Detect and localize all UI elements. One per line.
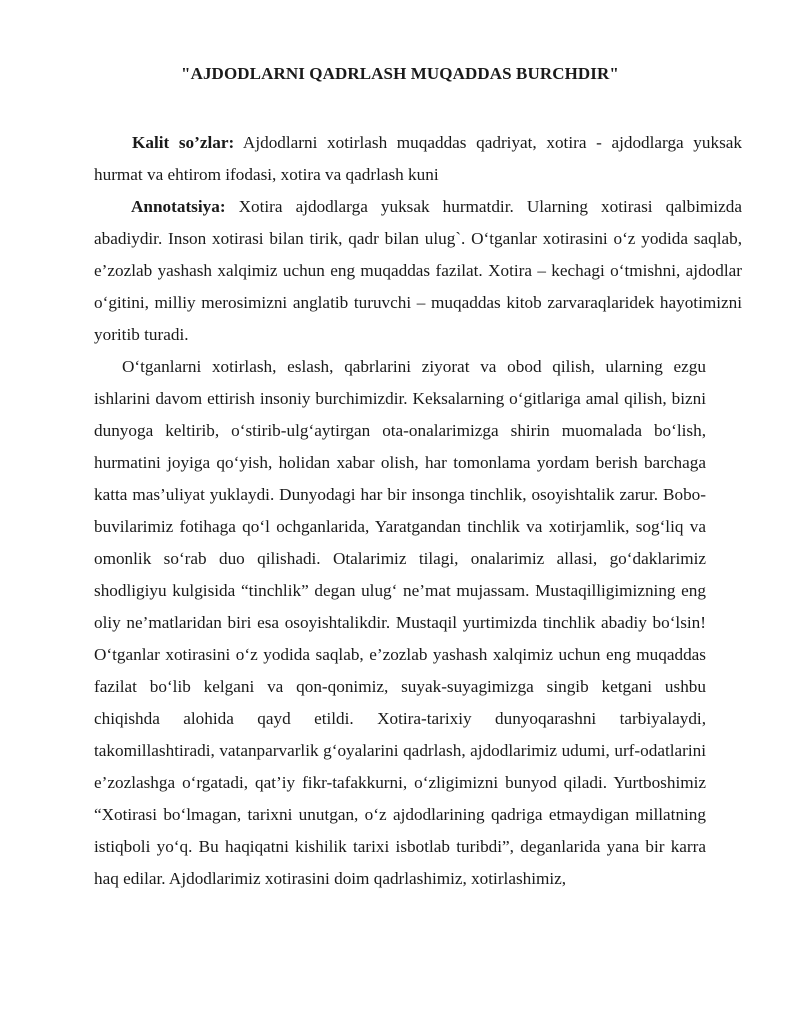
document-title: "AJDODLARNI QADRLASH MUQADDAS BURCHDIR" xyxy=(181,64,619,83)
body-paragraph: O‘tganlarni xotirlash, eslash, qabrlarini ziyorat va obod qilish, ularning ezgu ishlarini davom ettirish insoniy burchimizdir. Keksalarning o‘gitlariga amal qilish, bizni dunyoga keltirib, o‘stirib-ulg‘aytirgan ota-onalarimizga shirin muomalada bo‘lish, hurmatini joyiga qo‘yish, holidan xabar olish, har tomonlama yordam berish barchaga katta mas’uliyat yuklaydi. Dunyodagi har bir insonga tinchlik, osoyishtalik zarur. Bobo-buvilarimiz fotihaga qo‘l ochganlarida, Yaratgandan tinchlik va xotirjamlik, sog‘liq va omonlik so‘rab duo qilishadi. Otalarimiz tilagi, onalarimiz allasi, go‘daklarimiz shodligiyu kulgisida “tinchlik” degan ulug‘ ne’mat mujassam. Mustaqilligimizning eng oliy ne’matlaridan biri esa osoyishtalikdir. Mustaqil yurtimizda tinchlik abadiy bo‘lsin! O‘tganlar xotirasini o‘z yodida saqlab, e’zozlab yashash xalqimiz uchun eng muqaddas fazilat bo‘lib kelgani va qon-qonimiz, suyak-suyagimizga singib ketgani ushbu chiqishda alohida qayd etildi. Xotira-tarixiy dunyoqarashni tarbiyalaydi, takomillashtiradi, vatanparvarlik g‘oyalarini qadrlash, ajdodlarimiz udumi, urf-odatlarini e’zozlashga o‘rgatadi, qat’iy fikr-tafakkurni, o‘zligimizni bunyod qiladi. Yurtboshimiz “Xotirasi bo‘lmagan, tarixni unutgan, o‘z ajdodlarining qadriga etmaydigan millatning istiqboli yo‘q. Bu haqiqatni kishilik tarixi isbotlab turibdi”, deganlarida yana bir karra haq edilar. Ajdodlarimiz xotirasini doim qadrlashimiz, xotirlashimiz, xyxy=(94,357,706,888)
keywords-paragraph xyxy=(94,127,742,191)
keywords-label: Kalit so’zlar: xyxy=(132,133,235,152)
annotation-text: Xotira ajdodlarga yuksak hurmatdir. Ularning xotirasi qalbimizda abadiydir. Inson xotirasi bilan tirik, qadr bilan ulug`. O‘tganlar xotirasini o‘z yodida saqlab, e’zozlab yashash xalqimiz uchun eng muqaddas fazilat. Xotira – kechagi o‘tmishni, ajdodlar o‘gitini, milliy merosimizni anglatib turuvchi – muqaddas kitob zarvaraqlaridek hayotimizni yoritib turadi. xyxy=(94,197,742,344)
annotation-label: Annotatsiya: xyxy=(131,197,226,216)
keywords-text: Ajdodlarni xotirlash muqaddas qadriyat, xotira - ajdodlarga yuksak hurmat va ehtirom ifodasi, xotira va qadrlash kuni xyxy=(94,133,742,184)
annotation-paragraph xyxy=(94,191,742,351)
